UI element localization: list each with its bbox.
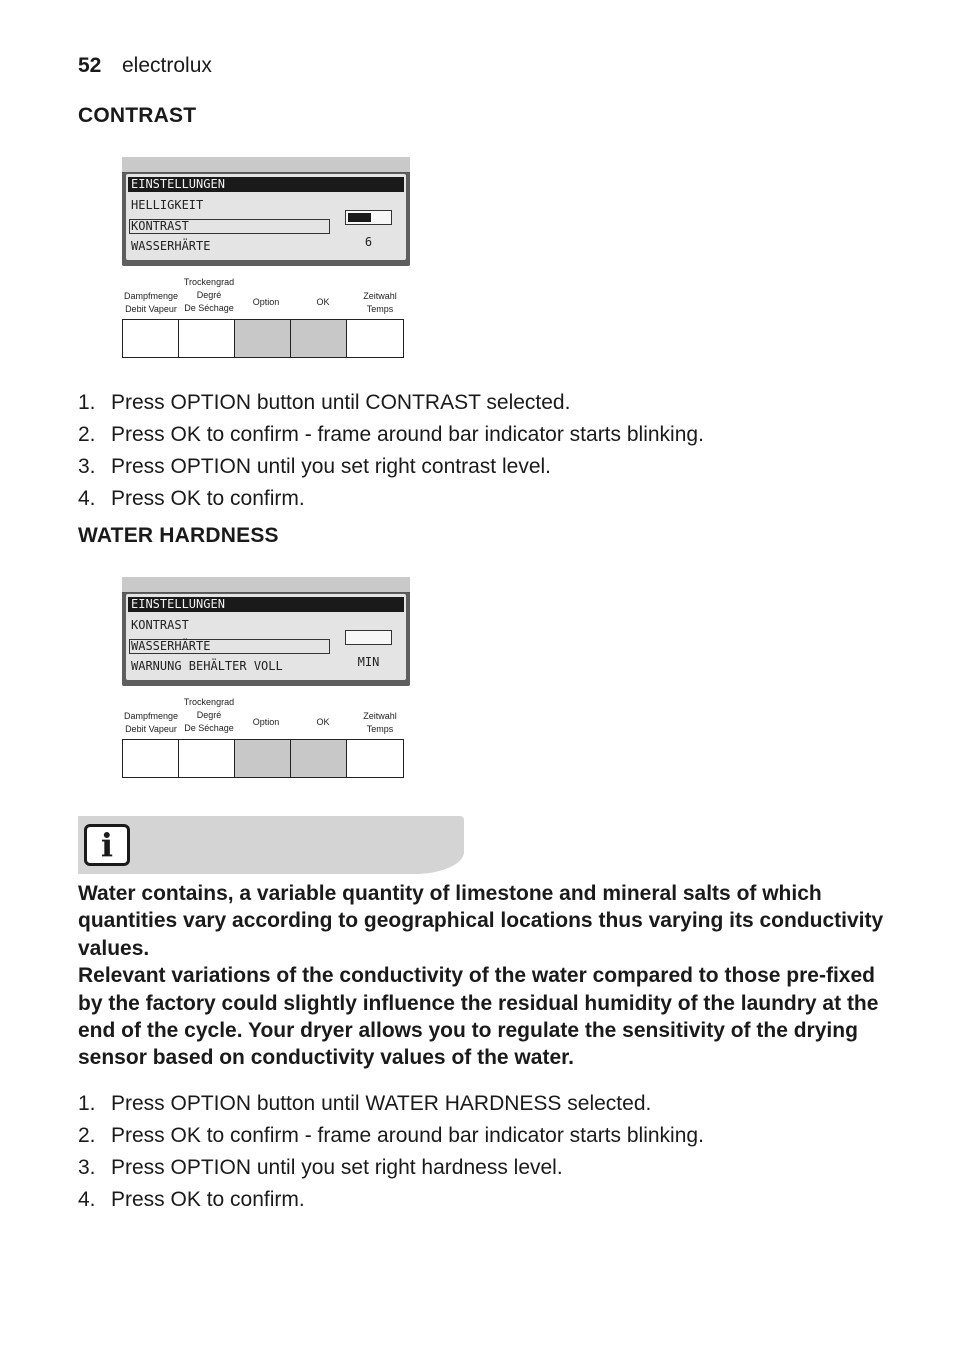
list-item <box>78 1125 704 1157</box>
label-time <box>352 710 408 736</box>
water-hardness-heading: WATER HARDNESS <box>78 524 279 547</box>
step-number: 1. <box>78 391 96 414</box>
dryness-button[interactable] <box>179 320 235 357</box>
info-icon <box>84 824 130 866</box>
display-line-1: KONTRAST <box>131 618 189 632</box>
display-screen <box>126 174 406 260</box>
water-hardness-display <box>122 577 410 686</box>
label-line: OK <box>316 717 330 727</box>
label-steam <box>122 710 180 736</box>
label-line: De Séchage <box>184 723 234 733</box>
step-text: Press OPTION button until CONTRAST selected. <box>111 391 571 414</box>
step-text: Press OK to confirm. <box>111 1188 305 1211</box>
list-item <box>78 1157 704 1189</box>
label-line: Degré <box>196 710 222 720</box>
step-number: 4. <box>78 1188 96 1211</box>
step-number: 2. <box>78 1124 96 1147</box>
label-line: Zeitwahl <box>363 711 397 721</box>
list-item <box>78 392 704 424</box>
option-button[interactable] <box>235 740 291 777</box>
button-row <box>122 319 404 358</box>
ok-button[interactable] <box>291 740 347 777</box>
label-option <box>238 296 294 309</box>
step-text: Press OPTION until you set right hardness level. <box>111 1156 563 1179</box>
label-dryness <box>180 696 238 735</box>
ok-button[interactable] <box>291 320 347 357</box>
label-line: Temps <box>366 724 394 734</box>
label-line: Debit Vapeur <box>125 304 177 314</box>
list-item <box>78 1093 704 1125</box>
step-text: Press OK to confirm - frame around bar indicator starts blinking. <box>111 1124 704 1147</box>
contrast-heading: CONTRAST <box>78 104 197 127</box>
contrast-display <box>122 157 410 266</box>
label-option <box>238 716 294 729</box>
list-item <box>78 1189 704 1221</box>
display-bezel <box>122 157 410 173</box>
button-row <box>122 739 404 778</box>
display-line-2: KONTRAST <box>131 219 189 233</box>
step-text: Press OPTION button until WATER HARDNESS selected. <box>111 1092 652 1115</box>
note-paragraph: Water contains, a variable quantity of limestone and mineral salts of which quantities vary according to geographical locations thus varying its conductivity values. <box>78 882 884 960</box>
step-text: Press OPTION until you set right contrast level. <box>111 455 551 478</box>
label-time <box>352 290 408 316</box>
level-value: 6 <box>364 235 373 249</box>
label-line: OK <box>316 297 330 307</box>
steam-button[interactable] <box>123 740 179 777</box>
label-line: Debit Vapeur <box>125 724 177 734</box>
label-line: Zeitwahl <box>363 291 397 301</box>
step-number: 1. <box>78 1092 96 1115</box>
display-line-3: WASSERHÄRTE <box>131 239 211 253</box>
display-line-2: WASSERHÄRTE <box>131 639 211 653</box>
label-steam <box>122 290 180 316</box>
display-line-3: WARNUNG BEHÄLTER VOLL <box>131 659 283 673</box>
time-button[interactable] <box>347 320 403 357</box>
label-line: Temps <box>366 304 394 314</box>
page-number: 52 <box>78 54 102 77</box>
label-line: Option <box>252 297 280 307</box>
label-line: Degré <box>196 290 222 300</box>
label-line: De Séchage <box>184 303 234 313</box>
water-hardness-steps <box>78 1093 704 1221</box>
list-item <box>78 488 704 520</box>
brand-name: electrolux <box>122 54 212 77</box>
display-title: EINSTELLUNGEN <box>128 177 404 192</box>
level-bar-fill <box>348 213 371 222</box>
step-text: Press OK to confirm - frame around bar indicator starts blinking. <box>111 423 704 446</box>
note-paragraph: Relevant variations of the conductivity of the water compared to those pre-fixed by the factory could slightly influence the residual humidity of the laundry at the end of the cycle. Your dryer allows you to regulate the sensitivity of the drying sensor based on conductivity values of the water. <box>78 964 879 1070</box>
label-line: Trockengrad <box>183 277 235 287</box>
step-number: 3. <box>78 455 96 478</box>
level-bar <box>345 210 392 225</box>
label-line: Option <box>252 717 280 727</box>
info-glyph: i <box>100 826 114 864</box>
label-line: Dampfmenge <box>123 711 179 721</box>
display-title: EINSTELLUNGEN <box>128 597 404 612</box>
contrast-steps <box>78 392 704 520</box>
label-ok <box>295 716 351 729</box>
step-text: Press OK to confirm. <box>111 487 305 510</box>
label-dryness <box>180 276 238 315</box>
step-number: 2. <box>78 423 96 446</box>
step-number: 4. <box>78 487 96 510</box>
level-bar <box>345 630 392 645</box>
steam-button[interactable] <box>123 320 179 357</box>
display-screen <box>126 594 406 680</box>
dryness-button[interactable] <box>179 740 235 777</box>
info-note <box>78 880 888 1072</box>
time-button[interactable] <box>347 740 403 777</box>
display-line-1: HELLIGKEIT <box>131 198 204 212</box>
label-line: Dampfmenge <box>123 291 179 301</box>
level-value: MIN <box>357 655 380 669</box>
label-ok <box>295 296 351 309</box>
info-banner <box>78 816 464 874</box>
step-number: 3. <box>78 1156 96 1179</box>
list-item <box>78 424 704 456</box>
option-button[interactable] <box>235 320 291 357</box>
list-item <box>78 456 704 488</box>
label-line: Trockengrad <box>183 697 235 707</box>
display-bezel <box>122 577 410 593</box>
